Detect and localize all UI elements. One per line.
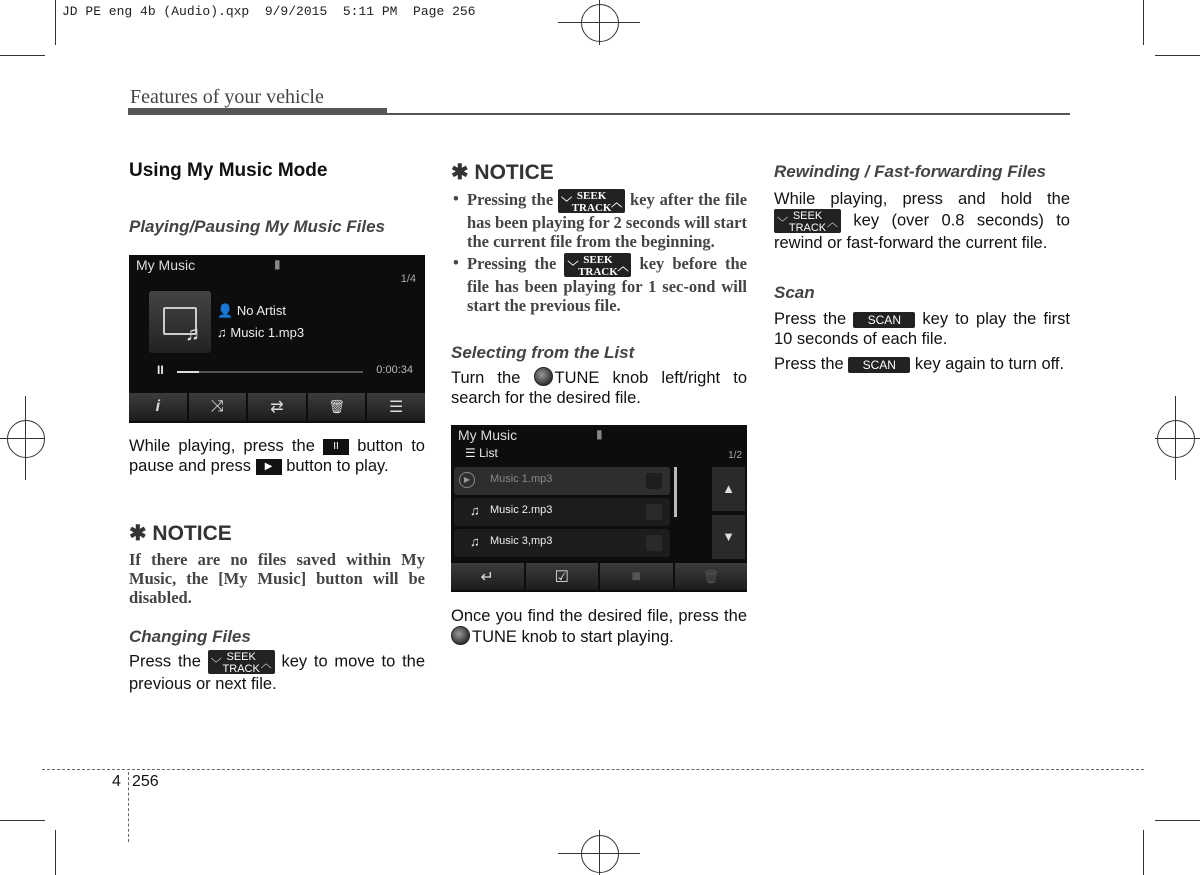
para-text: Press the [129, 652, 201, 671]
notice-item [451, 253, 747, 315]
scan-key: SCAN [848, 357, 910, 373]
scroll-down-button[interactable]: ▼ [712, 515, 745, 559]
para-text: Press the [774, 310, 847, 328]
progress-fill [177, 371, 199, 373]
list-item[interactable] [454, 529, 670, 557]
key-label: TRACK [578, 266, 618, 278]
list-item-label: Music 2.mp3 [490, 504, 553, 516]
pause-indicator: II [157, 363, 164, 377]
select-all-button[interactable]: ☑ [526, 563, 599, 590]
key-label: SEEK [583, 254, 613, 266]
footer-rule [42, 769, 1144, 770]
list-icon: ☰ [465, 446, 476, 460]
header-rule-dark [128, 108, 387, 115]
list-item[interactable] [454, 498, 670, 526]
para-text: TUNE knob left/right to search for the desired file. [451, 369, 747, 407]
scrollbar[interactable] [674, 467, 677, 517]
track-counter: 1/4 [400, 273, 416, 285]
list-header [465, 446, 498, 460]
rewinding-paragraph [774, 189, 1070, 253]
chapter-number: 4 [112, 773, 121, 790]
repeat-button[interactable]: ⇄ [248, 393, 306, 421]
para-text: While playing, press the [129, 437, 315, 455]
para-text: button to pause and press [129, 437, 425, 475]
list-item-checkbox[interactable] [646, 473, 662, 489]
shuffle-button[interactable]: ⤨ [189, 393, 247, 421]
key-label: SEEK [792, 210, 823, 222]
music-note-icon: ♫ [217, 325, 227, 340]
header-rule-thin [387, 113, 1070, 115]
artist-row [217, 303, 286, 319]
list-item-checkbox[interactable] [646, 504, 662, 520]
back-button[interactable]: ↵ [451, 563, 524, 590]
scan-off-paragraph [774, 354, 1070, 374]
subheading-rewinding: Rewinding / Fast-forwarding Files [774, 162, 1047, 181]
info-button[interactable]: i [129, 393, 187, 421]
key-label: TRACK [571, 202, 612, 214]
para-text: Pressing the [467, 253, 557, 273]
para-text: key to move to the previous or next file. [129, 652, 426, 693]
column-3 [774, 162, 1070, 374]
list-item-checkbox[interactable] [646, 535, 662, 551]
list-item-label: Music 1.mp3 [490, 473, 553, 485]
para-text: Pressing the [467, 189, 554, 209]
notice-item [451, 189, 747, 251]
subheading-selecting-list: Selecting from the List [451, 343, 635, 362]
scan-paragraph [774, 309, 1070, 349]
notice-heading: ✱ NOTICE [129, 522, 232, 545]
usb-icon: ▮ [596, 427, 603, 441]
start-playing-paragraph [451, 606, 747, 647]
subheading-changing-files: Changing Files [129, 627, 251, 646]
screen-button-row [451, 563, 747, 590]
track-row [217, 325, 304, 340]
tune-knob-icon [451, 626, 470, 645]
para-text: TUNE knob to start playing. [472, 628, 674, 646]
heading-using-my-music: Using My Music Mode [129, 160, 328, 181]
para-text: Turn the [451, 369, 521, 387]
seek-track-key: ﹀ SEEK TRACK ︿ [564, 253, 631, 277]
notice-text: If there are no files saved within My Music, the [My Music] button will be disabled. [129, 550, 425, 607]
notice-list [451, 189, 747, 315]
para-text: key before the file has been playing for 1 sec-ond will start the previous file. [467, 253, 748, 315]
play-pause-paragraph [129, 436, 425, 476]
key-label: SEEK [226, 651, 256, 663]
scan-key: SCAN [853, 312, 915, 328]
subheading-playing-pausing: Playing/Pausing My Music Files [129, 217, 386, 236]
deselect-button[interactable]: ■ [600, 563, 673, 590]
track-name: Music 1.mp3 [230, 325, 305, 340]
section-title: Features of your vehicle [130, 86, 324, 108]
para-text: key after the file has been playing for 2 seconds will start the current file from the beginning. [467, 189, 748, 251]
footer-divider [128, 772, 129, 842]
para-text: key again to turn off. [914, 355, 1065, 373]
menu-button[interactable]: ☰ [367, 393, 425, 421]
play-circle-icon: ▶ [459, 472, 475, 488]
page-counter: 1/2 [728, 450, 742, 461]
screen-title: My Music [458, 427, 518, 443]
tune-knob-icon [534, 367, 553, 386]
progress-track [177, 371, 363, 373]
folder-music-icon: ♫ [149, 291, 211, 353]
seek-track-key: ﹀ SEEK TRACK ︿ [208, 650, 275, 674]
list-item-label: Music 3,mp3 [490, 535, 553, 547]
para-text: key (over 0.8 seconds) to rewind or fast-forward the current file. [774, 211, 1070, 252]
para-text: Once you find the desired file, press the [451, 607, 747, 625]
column-2 [451, 160, 748, 646]
seek-track-key: ﹀ SEEK TRACK ︿ [558, 189, 625, 213]
elapsed-time: 0:00:34 [376, 364, 413, 376]
screen-button-row [129, 393, 425, 421]
para-text: key to play the first 10 seconds of each file. [774, 310, 1070, 348]
para-text: Press the [774, 355, 844, 373]
person-icon: 👤 [217, 303, 234, 318]
usb-icon: ▮ [274, 257, 281, 271]
selecting-paragraph [451, 367, 747, 408]
pause-key: II [323, 439, 349, 455]
music-note-icon: ♫ [470, 503, 480, 518]
column-1 [129, 160, 426, 693]
list-item[interactable] [454, 467, 670, 495]
notice-heading: ✱ NOTICE [451, 161, 554, 184]
artist-name: No Artist [236, 303, 286, 318]
key-label: TRACK [222, 663, 260, 675]
delete-button[interactable]: 🗑 [675, 563, 748, 590]
changing-files-paragraph [129, 650, 425, 694]
my-music-screen [129, 255, 425, 423]
delete-button[interactable]: 🗑 [308, 393, 366, 421]
key-label: TRACK [788, 222, 827, 234]
page-number: 256 [132, 773, 159, 790]
seek-track-key: ﹀ SEEK TRACK ︿ [774, 209, 841, 233]
para-text: While playing, press and hold the [774, 190, 1070, 208]
music-note-icon: ♫ [470, 534, 480, 549]
list-label: List [479, 446, 498, 460]
key-label: SEEK [576, 190, 607, 202]
para-text: button to play. [286, 457, 389, 475]
subheading-scan: Scan [774, 283, 815, 302]
my-music-list-screen [451, 425, 747, 592]
screen-title: My Music [136, 257, 196, 273]
scroll-up-button[interactable]: ▲ [712, 467, 745, 511]
play-key: ▶ [256, 459, 282, 475]
print-header: JD PE eng 4b (Audio).qxp 9/9/2015 5:11 PM Page 256 [62, 4, 476, 19]
